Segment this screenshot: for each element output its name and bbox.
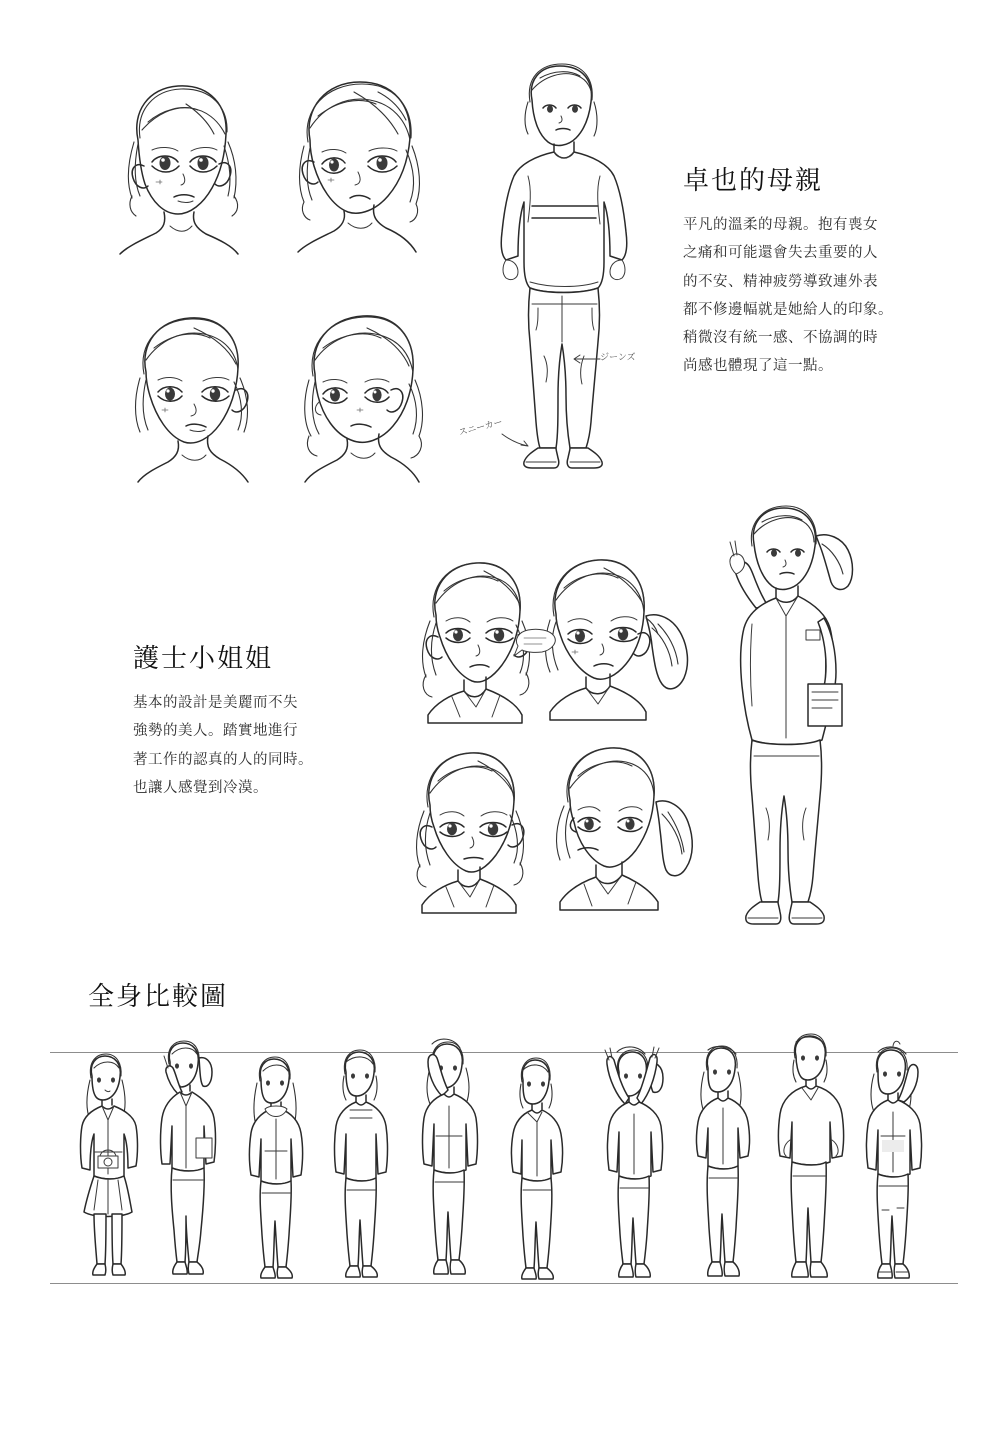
mother-body-line-3: 的不安、精神疲勞導致連外表	[683, 273, 878, 290]
figure-tshirt-girl	[680, 1042, 758, 1284]
figure-shirt-boy	[497, 1056, 571, 1284]
mother-head-profile	[265, 298, 445, 488]
mother-head-threequarter	[250, 62, 440, 262]
note-jeans-arrow	[570, 352, 602, 370]
mother-head-front	[86, 70, 266, 260]
mother-body-line-2: 之痛和可能還會失去重要的人	[683, 245, 878, 262]
mother-body-line-1: 平凡的溫柔的母親。抱有喪女	[683, 217, 878, 233]
note-jeans: ジーンズ	[600, 352, 636, 362]
figure-jacket-girl-arm-up	[402, 1032, 488, 1284]
nurse-text-block	[133, 638, 358, 802]
note-sneakers-arrow	[500, 432, 530, 453]
nurse-head-profile	[518, 730, 703, 915]
nurse-body-line-3: 著工作的認真的人的同時。	[133, 751, 313, 768]
figure-uniform-girl	[64, 1052, 142, 1284]
figure-jacket-girl	[848, 1040, 932, 1284]
nurse-body-line-1: 基本的設計是美麗而不失	[133, 695, 298, 711]
nurse-body-line-2: 強勢的美人。踏實地進行	[133, 723, 298, 740]
mother-text-block	[683, 160, 923, 381]
mother-head-lowerleft	[98, 300, 273, 485]
nurse-body-line-4: 也讓人感覺到冷漠。	[133, 779, 268, 796]
nurse-body	[133, 689, 358, 802]
figure-short-hair-boy	[320, 1048, 396, 1284]
mother-body-line-5: 稍微沒有統一感、不協調的時	[683, 330, 878, 347]
nurse-head-threequarter	[512, 542, 702, 727]
nurse-title: 護士小姐姐	[133, 644, 274, 673]
note-sneakers: スニーカー	[457, 416, 504, 438]
nurse-full-body	[690, 500, 880, 930]
figure-hoodie-girl	[235, 1055, 311, 1284]
mother-title: 卓也的母親	[683, 166, 824, 195]
mother-body-line-6: 尚感也體現了這一點。	[683, 358, 833, 375]
figure-tall-man	[762, 1028, 856, 1284]
figure-arms-up-girl	[585, 1036, 671, 1284]
comparison-title: 全身比較圖	[88, 982, 229, 1011]
mother-body	[683, 211, 923, 381]
figure-nurse	[142, 1040, 222, 1284]
mother-body-line-4: 都不修邊幅就是她給人的印象。	[683, 301, 893, 318]
mother-full-body	[470, 56, 650, 466]
